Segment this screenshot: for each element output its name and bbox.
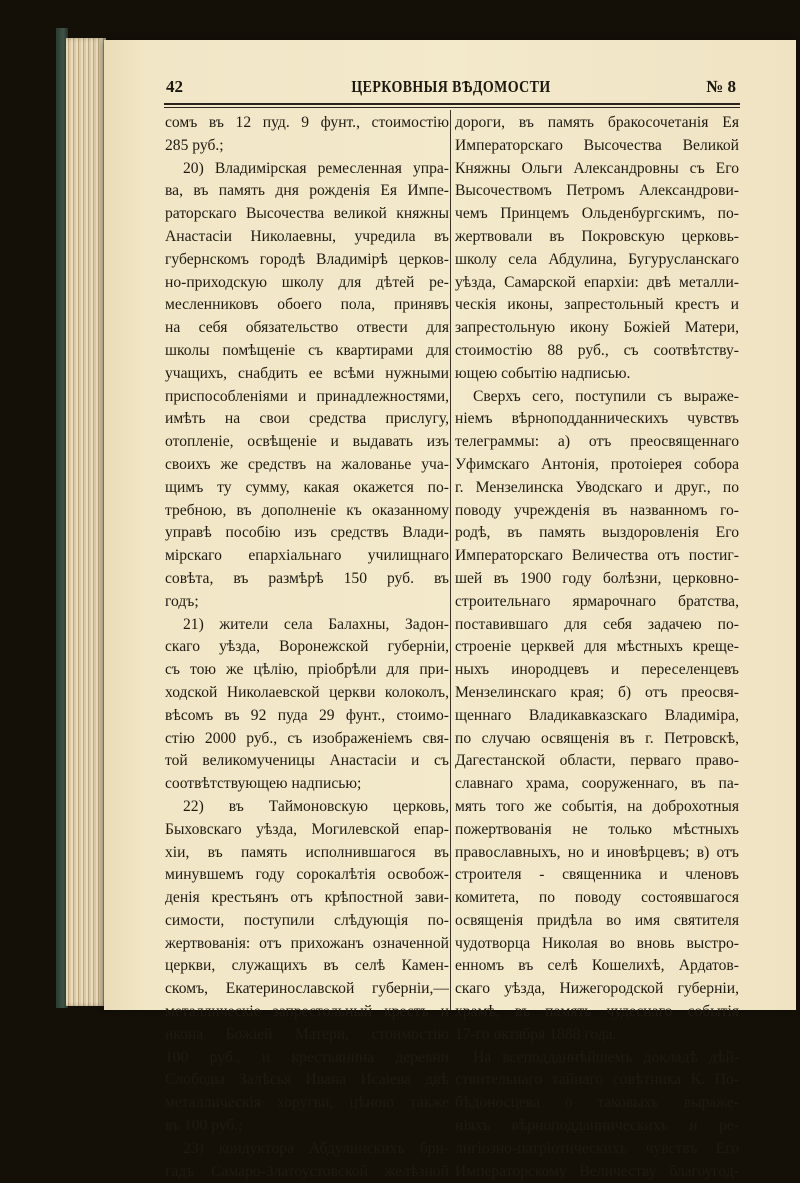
text-line: мірскаго епархіальнаго училищнаго (165, 547, 449, 565)
text-line: губернскомъ городѣ Владимірѣ церков- (165, 250, 449, 268)
text-line: 22) въ Таймоновскую церковь, (183, 797, 449, 815)
left-column (165, 112, 449, 1183)
text-line: освященія придѣла во имя святителя (455, 911, 739, 929)
text-line: шей въ 1900 году болѣзни, церковно- (455, 569, 739, 587)
text-line: жертвованія: отъ прихожанъ означенной (165, 934, 449, 952)
text-line: сомъ въ 12 пуд. 9 фунт., стоимостію (165, 114, 449, 131)
text-line: 17-го октября 1888 года. (455, 1025, 617, 1043)
text-line: хіи, въ память исполнившагося въ (165, 843, 449, 861)
text-line: икона Божіей Матери, стоимостію (165, 1025, 449, 1043)
text-line: Анастасіи Николаевны, учредила въ (165, 227, 449, 245)
text-line: скаго уѣзда, Нижегородской губерніи, (455, 980, 739, 998)
text-line: приспособленіями и принадлежностями, (165, 387, 449, 405)
text-line: минувшемъ году сорокалѣтія освобож- (165, 866, 449, 884)
text-line: строителя - священника и членовъ (455, 866, 739, 884)
text-line: жертвовали въ Покровскую церковь- (455, 227, 739, 245)
text-line: 21) жители села Балахны, Задон- (183, 615, 449, 633)
text-line: ныхъ инородцевъ и переселенцевъ (455, 661, 739, 679)
text-line: учащихъ, снабдить ее всѣми нужными (165, 364, 449, 382)
text-line: поводу учрежденія въ названномъ го- (455, 501, 739, 519)
text-line: отопленіе, освѣщеніе и выдавать изъ (165, 433, 449, 451)
text-line: православныхъ, но и иновѣрцевъ; в) отъ (455, 843, 739, 861)
header-rule (164, 103, 740, 105)
text-line: гадъ Самаро-Златоустовской желѣзной (165, 1162, 449, 1180)
text-line: чудотворца Николая во вновь выстро- (455, 934, 739, 952)
text-line: совѣта, въ размѣрѣ 150 руб. въ (165, 569, 449, 587)
text-line: дороги, въ память бракосочетанія Ея (455, 114, 739, 131)
text-line: телеграммы: а) отъ преосвященнаго (455, 433, 739, 451)
text-line: 20) Владимірская ремесленная упра- (183, 159, 449, 177)
text-line: Сверхъ сего, поступили съ выраже- (473, 387, 739, 405)
text-line: стію 2000 руб., съ изображеніемъ свя- (165, 729, 449, 747)
page-edges (66, 38, 106, 1006)
issue-number: № 8 (706, 77, 736, 96)
text-line: На всеподданнѣйшемъ докладѣ дѣй- (473, 1048, 739, 1066)
text-line: ющею событію надписью. (455, 364, 631, 382)
text-line: школу села Абдулина, Бугурусланскаго (455, 250, 739, 268)
text-line: поставившаго для себя задачею по- (455, 615, 739, 633)
text-line: пожертвованія не только мѣстныхъ (455, 820, 739, 838)
text-line: церкви, служащихъ въ селѣ Камен- (165, 957, 449, 975)
text-line: храмѣ, въ память чудеснаго событія (455, 1003, 739, 1021)
text-line: мять того же событія, на доброхотныя (455, 797, 739, 815)
text-line: строеніе церквей для мѣстныхъ креще- (455, 638, 739, 656)
text-line: щимъ ту сумму, какая окажется по- (165, 478, 449, 496)
text-line: по случаю освященія въ г. Петровскѣ, (455, 729, 739, 747)
text-line: 100 руб., и крестьянина деревни (165, 1048, 449, 1066)
text-line: Императорскаго Высочества Великой (455, 136, 739, 154)
text-line: родѣ, въ память выздоровленія Его (455, 524, 739, 542)
text-line: металлическія хоругви, цѣною также (165, 1094, 449, 1112)
text-line: Уфимскаго Антонія, протоіерея собора (455, 455, 739, 473)
text-line: той великомученицы Анастасіи и съ (165, 752, 449, 770)
text-line: енномъ въ селѣ Кошелихѣ, Ардатов- (455, 957, 739, 975)
text-line: школы помѣщеніе съ квартирами для (165, 341, 449, 359)
text-line: раторскаго Высочества великой княжны (165, 205, 449, 223)
text-line: требною, въ дополненіе къ оказанному (165, 501, 449, 519)
text-line: но-приходскую школу для дѣтей ре- (165, 273, 449, 291)
text-line: стоимостію 88 руб., съ соотвѣтству- (455, 341, 739, 359)
text-line: бѣдоносцева о таковыхъ выраже- (455, 1094, 739, 1112)
text-line: Быховскаго уѣзда, Могилевской епар- (165, 820, 449, 838)
text-line: лигіозно-патріотическихъ чувствъ Его (455, 1139, 739, 1157)
text-line: имѣть на свои средства прислугу, (165, 410, 449, 428)
text-line: г. Мензелинска Уводскаго и друг., по (455, 478, 739, 496)
text-line: ходской Николаевской церкви колоколъ, (165, 683, 449, 701)
text-line: соотвѣтствующею надписью; (165, 775, 362, 793)
text-line: Мензелинскаго края; б) отъ преосвя- (455, 683, 739, 701)
text-line: уѣзда, Самарской епархіи: двѣ металли- (455, 273, 739, 291)
text-line: Княжны Ольги Александровны съ Его (455, 159, 739, 177)
text-line: славнаго храма, сооруженнаго, въ па- (455, 775, 739, 793)
text-line: годъ; (165, 592, 199, 610)
text-line: Императорскаго Величества отъ постиг- (455, 547, 739, 565)
text-line: запрестольную икону Божіей Матери, (455, 319, 739, 337)
text-line: съ тою же цѣлію, пріобрѣли для при- (165, 661, 449, 679)
text-line: месленниковъ обоего пола, принявъ (165, 296, 449, 314)
text-line: симости, поступили слѣдующія по- (165, 911, 449, 929)
text-line: 285 руб.; (165, 136, 224, 154)
text-line: Дагестанской области, перваго право- (455, 752, 739, 770)
text-line: Высочествомъ Петромъ Александрови- (455, 182, 739, 200)
text-line: щеннаго Владикавказскаго Владиміра, (455, 706, 739, 724)
text-line: вѣсомъ въ 92 пуда 29 фунт., стоимо- (165, 706, 449, 724)
column-divider (450, 110, 451, 1010)
text-line: денія крестьянъ отъ крѣпостной зави- (165, 889, 449, 907)
text-line: ніемъ вѣрноподданническихъ чувствъ (455, 410, 739, 428)
running-header (166, 77, 736, 97)
text-line: 23) кондуктора Абдулинскихъ бри- (183, 1139, 449, 1157)
journal-title: ЦЕРКОВНЫЯ ВѢДОМОСТИ (351, 77, 551, 96)
text-line: ствительнаго тайнаго совѣтника К. По- (455, 1071, 739, 1089)
text-line: металлическіе запрестольный крестъ и (165, 1003, 449, 1021)
text-line: комитета, по поводу состоявшагося (455, 889, 739, 907)
text-line: въ 100 руб.; (165, 1117, 243, 1135)
text-line: скомъ, Екатеринославской губерніи,— (165, 980, 449, 998)
text-line: чемъ Принцемъ Ольденбургскимъ, по- (455, 205, 739, 223)
text-line: своихъ же средствъ на жалованье уча- (165, 455, 449, 473)
text-line: строительнаго ярмарочнаго братства, (455, 592, 739, 610)
text-line: ческія иконы, запрестольный крестъ и (455, 296, 739, 314)
book-page (104, 40, 796, 1180)
page-number: 42 (166, 77, 183, 96)
text-line: на себя обязательство отвести для (165, 319, 449, 337)
text-line: Императорскому Величеству благоугод- (455, 1162, 739, 1180)
text-line: управѣ пособію изъ средствъ Влади- (165, 524, 449, 542)
text-line: Слободы Залѣсья Ивана Исаіева двѣ (165, 1071, 449, 1089)
right-column (455, 112, 739, 1183)
text-line: скаго уѣзда, Воронежской губерніи, (165, 638, 449, 656)
text-line: ніяхъ вѣрноподданническихъ и ре- (455, 1117, 739, 1135)
text-line: ва, въ память дня рожденія Ея Импе- (165, 182, 449, 200)
